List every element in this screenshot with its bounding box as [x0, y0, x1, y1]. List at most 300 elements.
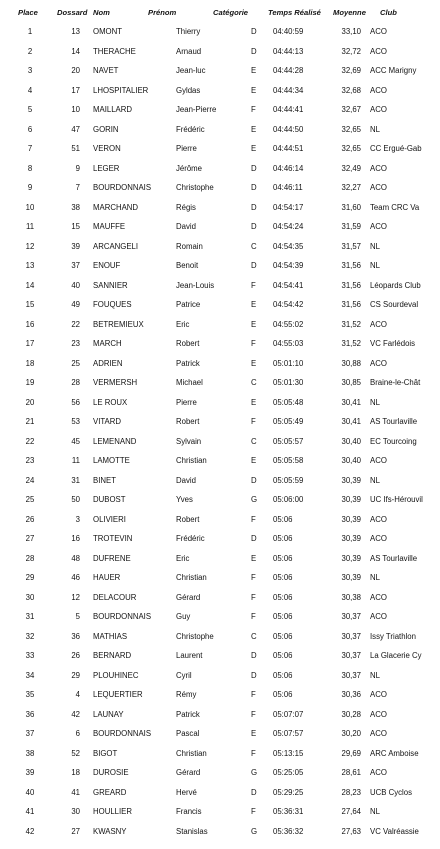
nom-cell: FOUQUES [93, 300, 132, 309]
dossard-cell: 49 [71, 300, 80, 309]
categorie-cell: D [251, 787, 257, 797]
place-cell: 2 [27, 46, 33, 56]
nom-cell: ENOUF [93, 261, 121, 270]
table-row [0, 179, 440, 199]
club-cell: ARC Amboise [370, 748, 419, 758]
club-cell: AS Tourlaville [370, 417, 418, 426]
moyenne-cell: 30,28 [341, 709, 361, 719]
club-cell: VC Valréassie [370, 826, 419, 836]
place-cell: 31 [25, 612, 35, 621]
place-cell: 23 [25, 456, 35, 465]
table-row [0, 296, 440, 316]
prenom-cell: David [176, 222, 196, 231]
moyenne-cell: 30,39 [341, 573, 361, 582]
place-cell: 21 [25, 417, 35, 426]
temps-cell: 04:54:35 [273, 241, 304, 251]
table-row [0, 647, 440, 667]
moyenne-cell: 29,69 [341, 748, 361, 758]
table-row [0, 803, 440, 823]
nom-cell: THERACHE [93, 46, 136, 56]
prenom-cell: Romain [176, 241, 203, 251]
categorie-cell: E [251, 456, 257, 465]
temps-cell: 05:05:57 [273, 436, 304, 446]
prenom-cell: Sylvain [176, 436, 202, 446]
dossard-cell: 15 [71, 222, 80, 231]
place-cell: 36 [25, 709, 35, 719]
temps-cell: 04:44:41 [273, 105, 304, 114]
categorie-cell: D [251, 651, 257, 660]
moyenne-cell: 31,52 [341, 339, 361, 348]
nom-cell: BOURDONNAIS [93, 729, 152, 738]
place-cell: 7 [27, 144, 33, 153]
dossard-cell: 18 [71, 768, 80, 777]
nom-cell: LHOSPITALIER [93, 85, 149, 95]
nom-cell: BERNARD [93, 651, 132, 660]
prenom-cell: Gyldas [176, 85, 201, 95]
club-cell: ACO [370, 27, 387, 36]
moyenne-cell: 30,39 [341, 514, 361, 524]
dossard-cell: 28 [71, 378, 80, 387]
moyenne-cell: 31,52 [341, 319, 361, 329]
moyenne-cell: 30,37 [341, 651, 361, 660]
table-row [0, 218, 440, 238]
place-cell: 10 [25, 202, 35, 212]
moyenne-cell: 32,65 [341, 124, 361, 134]
club-cell: ACO [370, 358, 387, 368]
moyenne-cell: 30,36 [341, 690, 361, 699]
dossard-cell: 16 [71, 534, 80, 543]
table-row [0, 257, 440, 277]
place-cell: 5 [27, 105, 33, 114]
prenom-cell: Jean-Pierre [176, 105, 217, 114]
prenom-cell: Pascal [176, 729, 200, 738]
table-row [0, 667, 440, 687]
prenom-cell: Benoit [176, 261, 199, 270]
table-row [0, 101, 440, 121]
club-cell: Braine-le-Chât [370, 378, 421, 387]
temps-cell: 05:06 [273, 514, 293, 524]
nom-cell: BETREMIEUX [93, 319, 144, 329]
results-table [0, 23, 440, 842]
place-cell: 20 [25, 397, 35, 407]
place-cell: 14 [25, 280, 35, 290]
prenom-cell: Gérard [176, 592, 201, 602]
place-cell: 15 [25, 300, 35, 309]
nom-cell: LEQUERTIER [93, 690, 143, 699]
club-cell: ACO [370, 768, 387, 777]
place-cell: 3 [27, 66, 33, 75]
table-row [0, 43, 440, 63]
place-cell: 32 [25, 631, 35, 641]
dossard-cell: 40 [71, 280, 80, 290]
dossard-cell: 17 [71, 85, 80, 95]
table-row [0, 413, 440, 433]
header-categorie: Catégorie [213, 8, 249, 17]
dossard-cell: 7 [75, 183, 80, 192]
temps-cell: 05:05:59 [273, 475, 304, 485]
dossard-cell: 13 [71, 27, 80, 36]
dossard-cell: 53 [71, 417, 80, 426]
categorie-cell: E [251, 729, 257, 738]
nom-cell: ARCANGELI [93, 241, 139, 251]
club-cell: Team CRC Va [370, 202, 420, 212]
temps-cell: 05:07:07 [273, 709, 304, 719]
place-cell: 19 [25, 378, 35, 387]
nom-cell: MARCHAND [93, 202, 139, 212]
categorie-cell: G [251, 768, 258, 777]
club-cell: ACO [370, 163, 387, 173]
place-cell: 8 [27, 163, 33, 173]
prenom-cell: Frédéric [176, 534, 205, 543]
table-row [0, 823, 440, 843]
prenom-cell: Patrick [176, 358, 200, 368]
club-cell: NL [370, 241, 380, 251]
club-cell: ACO [370, 183, 387, 192]
club-cell: ACO [370, 46, 387, 56]
temps-cell: 05:01:30 [273, 378, 304, 387]
categorie-cell: G [251, 826, 258, 836]
prenom-cell: Rémy [176, 690, 197, 699]
place-cell: 30 [25, 592, 35, 602]
moyenne-cell: 28,61 [341, 768, 361, 777]
dossard-cell: 41 [71, 787, 80, 797]
moyenne-cell: 32,72 [341, 46, 361, 56]
table-row [0, 608, 440, 628]
club-cell: ACO [370, 690, 387, 699]
table-row [0, 589, 440, 609]
dossard-cell: 38 [71, 202, 80, 212]
dossard-cell: 47 [71, 124, 80, 134]
club-cell: NL [370, 807, 380, 816]
place-cell: 17 [25, 339, 35, 348]
moyenne-cell: 31,56 [341, 300, 361, 309]
club-cell: EC Tourcoing [370, 436, 417, 446]
table-row [0, 199, 440, 219]
club-cell: ACO [370, 709, 387, 719]
prenom-cell: Christian [176, 573, 207, 582]
prenom-cell: Christophe [176, 183, 214, 192]
table-row [0, 511, 440, 531]
dossard-cell: 25 [71, 358, 80, 368]
categorie-cell: E [251, 85, 257, 95]
dossard-cell: 4 [75, 690, 80, 699]
prenom-cell: Stanislas [176, 826, 208, 836]
dossard-cell: 11 [71, 456, 80, 465]
place-cell: 18 [25, 358, 35, 368]
moyenne-cell: 30,39 [341, 553, 361, 563]
nom-cell: MAILLARD [93, 105, 132, 114]
moyenne-cell: 33,10 [341, 27, 361, 36]
nom-cell: DUBOST [93, 495, 126, 504]
club-cell: NL [370, 670, 380, 680]
temps-cell: 04:44:13 [273, 46, 304, 56]
dossard-cell: 51 [71, 144, 80, 153]
table-row [0, 238, 440, 258]
nom-cell: ADRIEN [93, 358, 123, 368]
place-cell: 22 [25, 436, 35, 446]
header-moyenne: Moyenne [333, 8, 366, 17]
temps-cell: 05:06 [273, 592, 293, 602]
place-cell: 39 [25, 768, 35, 777]
club-cell: ACO [370, 319, 387, 329]
place-cell: 29 [25, 573, 35, 582]
prenom-cell: Robert [176, 339, 200, 348]
moyenne-cell: 31,57 [341, 241, 361, 251]
dossard-cell: 12 [71, 592, 80, 602]
temps-cell: 04:44:51 [273, 144, 304, 153]
dossard-cell: 56 [71, 397, 80, 407]
dossard-cell: 26 [71, 651, 80, 660]
table-row [0, 335, 440, 355]
club-cell: ACO [370, 514, 387, 524]
nom-cell: LEMENAND [93, 436, 137, 446]
moyenne-cell: 27,63 [341, 826, 361, 836]
nom-cell: SANNIER [93, 280, 128, 290]
categorie-cell: F [251, 748, 256, 758]
prenom-cell: Christian [176, 456, 207, 465]
moyenne-cell: 30,40 [341, 436, 361, 446]
place-cell: 35 [25, 690, 35, 699]
dossard-cell: 30 [71, 807, 80, 816]
prenom-cell: Jean-Louis [176, 280, 215, 290]
moyenne-cell: 30,37 [341, 670, 361, 680]
prenom-cell: Pierre [176, 397, 197, 407]
categorie-cell: F [251, 514, 256, 524]
club-cell: UCB Cyclos [370, 787, 413, 797]
place-cell: 42 [25, 826, 35, 836]
moyenne-cell: 30,20 [341, 729, 361, 738]
dossard-cell: 3 [75, 514, 80, 524]
dossard-cell: 45 [71, 436, 80, 446]
temps-cell: 04:40:59 [273, 27, 304, 36]
temps-cell: 05:06 [273, 690, 293, 699]
prenom-cell: David [176, 475, 196, 485]
moyenne-cell: 30,85 [341, 378, 361, 387]
temps-cell: 04:46:11 [273, 183, 303, 192]
prenom-cell: Laurent [176, 651, 203, 660]
club-cell: ACO [370, 456, 387, 465]
temps-cell: 05:06 [273, 573, 293, 582]
table-row [0, 569, 440, 589]
prenom-cell: Thierry [176, 27, 201, 36]
temps-cell: 04:54:41 [273, 280, 304, 290]
moyenne-cell: 30,39 [341, 534, 361, 543]
table-row [0, 628, 440, 648]
categorie-cell: F [251, 592, 256, 602]
categorie-cell: E [251, 300, 257, 309]
place-cell: 24 [25, 475, 35, 485]
nom-cell: DUFRENE [93, 553, 131, 563]
dossard-cell: 50 [71, 495, 80, 504]
nom-cell: PLOUHINEC [93, 670, 139, 680]
moyenne-cell: 31,60 [341, 202, 361, 212]
moyenne-cell: 32,68 [341, 85, 361, 95]
table-row [0, 452, 440, 472]
dossard-cell: 10 [71, 105, 80, 114]
temps-cell: 05:25:05 [273, 768, 304, 777]
nom-cell: GORIN [93, 124, 119, 134]
club-cell: NL [370, 124, 380, 134]
categorie-cell: C [251, 241, 257, 251]
moyenne-cell: 30,37 [341, 612, 361, 621]
categorie-cell: F [251, 709, 256, 719]
dossard-cell: 46 [71, 573, 80, 582]
categorie-cell: F [251, 105, 256, 114]
categorie-cell: D [251, 222, 257, 231]
place-cell: 26 [25, 514, 35, 524]
table-row [0, 82, 440, 102]
club-cell: ACO [370, 612, 387, 621]
categorie-cell: E [251, 397, 257, 407]
club-cell: NL [370, 397, 380, 407]
club-cell: NL [370, 573, 380, 582]
categorie-cell: F [251, 280, 256, 290]
nom-cell: BINET [93, 475, 116, 485]
table-row [0, 472, 440, 492]
nom-cell: OLIVIERI [93, 514, 126, 524]
categorie-cell: E [251, 553, 257, 563]
club-cell: ACO [370, 85, 387, 95]
prenom-cell: Régis [176, 202, 196, 212]
header-dossard: Dossard [57, 8, 88, 17]
nom-cell: BIGOT [93, 748, 118, 758]
temps-cell: 04:55:02 [273, 319, 304, 329]
nom-cell: LEGER [93, 163, 120, 173]
temps-cell: 05:05:58 [273, 456, 304, 465]
nom-cell: DUROSIE [93, 768, 129, 777]
club-cell: ACC Marigny [370, 66, 417, 75]
temps-cell: 04:44:28 [273, 66, 304, 75]
club-cell: ACO [370, 222, 387, 231]
categorie-cell: D [251, 27, 257, 36]
moyenne-cell: 30,41 [341, 397, 361, 407]
categorie-cell: F [251, 807, 256, 816]
nom-cell: VERON [93, 144, 121, 153]
categorie-cell: E [251, 66, 257, 75]
table-row [0, 550, 440, 570]
prenom-cell: Robert [176, 514, 200, 524]
moyenne-cell: 31,56 [341, 280, 361, 290]
categorie-cell: E [251, 358, 257, 368]
prenom-cell: Eric [176, 553, 190, 563]
place-cell: 9 [27, 183, 33, 192]
categorie-cell: F [251, 612, 256, 621]
moyenne-cell: 28,23 [341, 787, 361, 797]
categorie-cell: D [251, 183, 257, 192]
moyenne-cell: 30,37 [341, 631, 361, 641]
table-row [0, 784, 440, 804]
header-club: Club [380, 8, 397, 17]
table-row [0, 355, 440, 375]
temps-cell: 05:06:00 [273, 495, 304, 504]
temps-cell: 04:54:24 [273, 222, 304, 231]
dossard-cell: 52 [71, 748, 80, 758]
place-cell: 25 [25, 495, 35, 504]
categorie-cell: D [251, 534, 257, 543]
prenom-cell: Eric [176, 319, 190, 329]
temps-cell: 04:54:17 [273, 202, 304, 212]
prenom-cell: Frédéric [176, 124, 205, 134]
temps-cell: 05:06 [273, 631, 293, 641]
categorie-cell: F [251, 417, 256, 426]
club-cell: ACO [370, 534, 387, 543]
place-cell: 41 [25, 807, 35, 816]
temps-cell: 04:54:42 [273, 300, 304, 309]
club-cell: NL [370, 261, 380, 270]
temps-cell: 04:55:03 [273, 339, 304, 348]
categorie-cell: D [251, 475, 257, 485]
header-nom: Nom [93, 8, 110, 17]
club-cell: Léopards Club [370, 280, 421, 290]
club-cell: Issy Triathlon [370, 631, 416, 641]
temps-cell: 04:44:50 [273, 124, 304, 134]
dossard-cell: 5 [75, 612, 80, 621]
prenom-cell: Guy [176, 612, 191, 621]
temps-cell: 05:06 [273, 553, 293, 563]
dossard-cell: 23 [71, 339, 80, 348]
nom-cell: LAMOTTE [93, 456, 130, 465]
nom-cell: MAUFFE [93, 222, 126, 231]
table-row [0, 725, 440, 745]
categorie-cell: D [251, 46, 257, 56]
categorie-cell: F [251, 690, 256, 699]
dossard-cell: 27 [71, 826, 80, 836]
dossard-cell: 39 [71, 241, 80, 251]
table-row [0, 433, 440, 453]
header-temps: Temps Réalisé [268, 8, 321, 17]
temps-cell: 05:06 [273, 534, 293, 543]
moyenne-cell: 31,59 [341, 222, 361, 231]
temps-cell: 05:05:49 [273, 417, 304, 426]
temps-cell: 05:29:25 [273, 787, 304, 797]
table-row [0, 121, 440, 141]
categorie-cell: D [251, 202, 257, 212]
place-cell: 27 [25, 534, 35, 543]
temps-cell: 05:06 [273, 670, 293, 680]
table-row [0, 764, 440, 784]
categorie-cell: D [251, 670, 257, 680]
dossard-cell: 6 [75, 729, 80, 738]
dossard-cell: 14 [71, 46, 80, 56]
temps-cell: 05:07:57 [273, 729, 304, 738]
moyenne-cell: 32,65 [341, 144, 361, 153]
prenom-cell: Patrick [176, 709, 200, 719]
header-prenom: Prénom [148, 8, 177, 17]
table-row [0, 706, 440, 726]
club-cell: UC Ifs-Hérouvil [370, 495, 423, 504]
categorie-cell: E [251, 319, 257, 329]
categorie-cell: C [251, 436, 257, 446]
table-header [0, 8, 440, 20]
categorie-cell: F [251, 339, 256, 348]
table-row [0, 316, 440, 336]
dossard-cell: 20 [71, 66, 80, 75]
place-cell: 12 [25, 241, 35, 251]
prenom-cell: Jean-luc [176, 66, 206, 75]
dossard-cell: 37 [71, 261, 80, 270]
nom-cell: LAUNAY [93, 709, 124, 719]
club-cell: ACO [370, 592, 387, 602]
place-cell: 4 [27, 85, 33, 95]
place-cell: 6 [27, 124, 33, 134]
categorie-cell: E [251, 144, 257, 153]
moyenne-cell: 32,67 [341, 105, 361, 114]
categorie-cell: E [251, 124, 257, 134]
moyenne-cell: 30,41 [341, 417, 361, 426]
nom-cell: HOULLIER [93, 807, 132, 816]
prenom-cell: Christophe [176, 631, 214, 641]
table-row [0, 23, 440, 43]
